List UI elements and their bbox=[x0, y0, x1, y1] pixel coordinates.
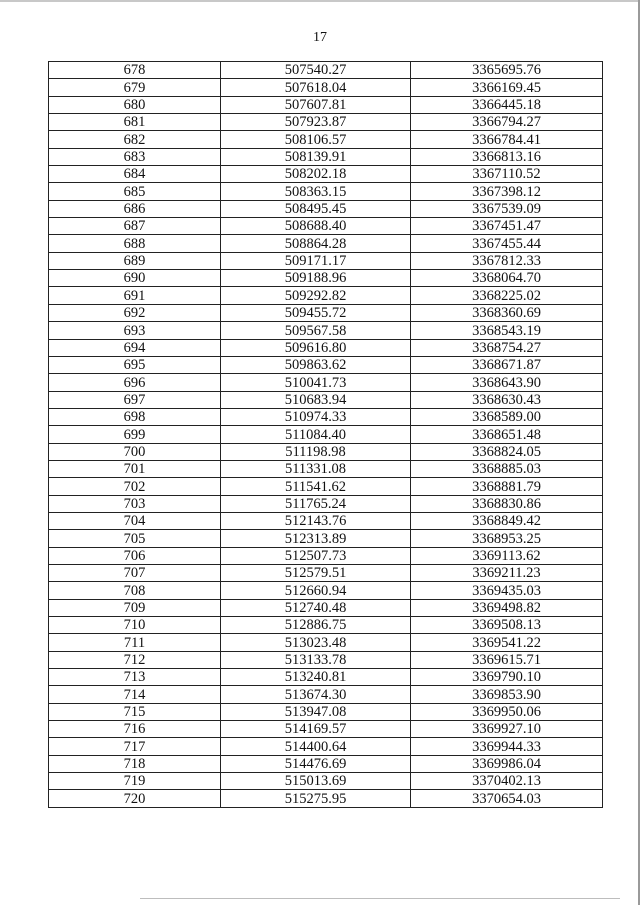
x-coordinate-cell: 512886.75 bbox=[221, 617, 411, 634]
point-number-cell: 678 bbox=[49, 62, 221, 79]
table-row bbox=[49, 252, 603, 269]
point-number-cell: 688 bbox=[49, 235, 221, 252]
x-coordinate-cell: 512313.89 bbox=[221, 530, 411, 547]
point-number-cell: 694 bbox=[49, 339, 221, 356]
x-coordinate-cell: 511541.62 bbox=[221, 478, 411, 495]
table-row bbox=[49, 339, 603, 356]
table-row bbox=[49, 183, 603, 200]
table-row bbox=[49, 287, 603, 304]
table-row bbox=[49, 564, 603, 581]
table-row bbox=[49, 686, 603, 703]
table-row bbox=[49, 790, 603, 807]
point-number-cell: 702 bbox=[49, 478, 221, 495]
table-row bbox=[49, 79, 603, 96]
table-row bbox=[49, 634, 603, 651]
x-coordinate-cell: 515013.69 bbox=[221, 773, 411, 790]
point-number-cell: 699 bbox=[49, 426, 221, 443]
table-row bbox=[49, 218, 603, 235]
point-number-cell: 693 bbox=[49, 322, 221, 339]
x-coordinate-cell: 507923.87 bbox=[221, 114, 411, 131]
point-number-cell: 711 bbox=[49, 634, 221, 651]
x-coordinate-cell: 508139.91 bbox=[221, 148, 411, 165]
point-number-cell: 718 bbox=[49, 755, 221, 772]
point-number-cell: 690 bbox=[49, 270, 221, 287]
table-row bbox=[49, 738, 603, 755]
y-coordinate-cell: 3369986.04 bbox=[411, 755, 603, 772]
x-coordinate-cell: 509171.17 bbox=[221, 252, 411, 269]
y-coordinate-cell: 3369211.23 bbox=[411, 564, 603, 581]
y-coordinate-cell: 3369508.13 bbox=[411, 617, 603, 634]
point-number-cell: 687 bbox=[49, 218, 221, 235]
y-coordinate-cell: 3369950.06 bbox=[411, 703, 603, 720]
y-coordinate-cell: 3366445.18 bbox=[411, 96, 603, 113]
table-row bbox=[49, 651, 603, 668]
x-coordinate-cell: 513133.78 bbox=[221, 651, 411, 668]
y-coordinate-cell: 3365695.76 bbox=[411, 62, 603, 79]
x-coordinate-cell: 511084.40 bbox=[221, 426, 411, 443]
y-coordinate-cell: 3366813.16 bbox=[411, 148, 603, 165]
point-number-cell: 701 bbox=[49, 460, 221, 477]
page-number: 17 bbox=[313, 30, 327, 45]
table-row bbox=[49, 530, 603, 547]
point-number-cell: 697 bbox=[49, 391, 221, 408]
table-row bbox=[49, 235, 603, 252]
y-coordinate-cell: 3367812.33 bbox=[411, 252, 603, 269]
table-row bbox=[49, 721, 603, 738]
x-coordinate-cell: 508363.15 bbox=[221, 183, 411, 200]
x-coordinate-cell: 510041.73 bbox=[221, 374, 411, 391]
point-number-cell: 714 bbox=[49, 686, 221, 703]
point-number-cell: 706 bbox=[49, 547, 221, 564]
table-row bbox=[49, 62, 603, 79]
y-coordinate-cell: 3369615.71 bbox=[411, 651, 603, 668]
point-number-cell: 713 bbox=[49, 669, 221, 686]
y-coordinate-cell: 3369435.03 bbox=[411, 582, 603, 599]
y-coordinate-cell: 3367539.09 bbox=[411, 200, 603, 217]
x-coordinate-cell: 513023.48 bbox=[221, 634, 411, 651]
y-coordinate-cell: 3367398.12 bbox=[411, 183, 603, 200]
point-number-cell: 719 bbox=[49, 773, 221, 790]
point-number-cell: 710 bbox=[49, 617, 221, 634]
y-coordinate-cell: 3368543.19 bbox=[411, 322, 603, 339]
y-coordinate-cell: 3368953.25 bbox=[411, 530, 603, 547]
point-number-cell: 680 bbox=[49, 96, 221, 113]
point-number-cell: 691 bbox=[49, 287, 221, 304]
x-coordinate-cell: 508106.57 bbox=[221, 131, 411, 148]
point-number-cell: 684 bbox=[49, 166, 221, 183]
x-coordinate-cell: 513947.08 bbox=[221, 703, 411, 720]
x-coordinate-cell: 508495.45 bbox=[221, 200, 411, 217]
y-coordinate-cell: 3367451.47 bbox=[411, 218, 603, 235]
x-coordinate-cell: 507618.04 bbox=[221, 79, 411, 96]
y-coordinate-cell: 3368630.43 bbox=[411, 391, 603, 408]
point-number-cell: 703 bbox=[49, 495, 221, 512]
point-number-cell: 704 bbox=[49, 512, 221, 529]
table-row bbox=[49, 408, 603, 425]
x-coordinate-cell: 514169.57 bbox=[221, 721, 411, 738]
y-coordinate-cell: 3368824.05 bbox=[411, 443, 603, 460]
table-row bbox=[49, 391, 603, 408]
y-coordinate-cell: 3368651.48 bbox=[411, 426, 603, 443]
x-coordinate-cell: 509292.82 bbox=[221, 287, 411, 304]
y-coordinate-cell: 3368881.79 bbox=[411, 478, 603, 495]
x-coordinate-cell: 513674.30 bbox=[221, 686, 411, 703]
y-coordinate-cell: 3369944.33 bbox=[411, 738, 603, 755]
x-coordinate-cell: 512143.76 bbox=[221, 512, 411, 529]
y-coordinate-cell: 3369853.90 bbox=[411, 686, 603, 703]
point-number-cell: 698 bbox=[49, 408, 221, 425]
point-number-cell: 689 bbox=[49, 252, 221, 269]
point-number-cell: 716 bbox=[49, 721, 221, 738]
y-coordinate-cell: 3368754.27 bbox=[411, 339, 603, 356]
table-row bbox=[49, 669, 603, 686]
x-coordinate-cell: 511765.24 bbox=[221, 495, 411, 512]
y-coordinate-cell: 3366784.41 bbox=[411, 131, 603, 148]
y-coordinate-cell: 3369790.10 bbox=[411, 669, 603, 686]
point-number-cell: 686 bbox=[49, 200, 221, 217]
point-number-cell: 682 bbox=[49, 131, 221, 148]
coordinates-table bbox=[48, 61, 603, 808]
y-coordinate-cell: 3368885.03 bbox=[411, 460, 603, 477]
y-coordinate-cell: 3369113.62 bbox=[411, 547, 603, 564]
table-row bbox=[49, 703, 603, 720]
scan-edge-bottom bbox=[140, 898, 620, 899]
x-coordinate-cell: 512579.51 bbox=[221, 564, 411, 581]
table-row bbox=[49, 460, 603, 477]
point-number-cell: 709 bbox=[49, 599, 221, 616]
coordinates-table-body bbox=[49, 62, 603, 808]
y-coordinate-cell: 3367110.52 bbox=[411, 166, 603, 183]
table-row bbox=[49, 478, 603, 495]
table-row bbox=[49, 96, 603, 113]
table-row bbox=[49, 495, 603, 512]
y-coordinate-cell: 3368589.00 bbox=[411, 408, 603, 425]
y-coordinate-cell: 3369927.10 bbox=[411, 721, 603, 738]
table-row bbox=[49, 131, 603, 148]
point-number-cell: 679 bbox=[49, 79, 221, 96]
table-row bbox=[49, 374, 603, 391]
table-row bbox=[49, 200, 603, 217]
x-coordinate-cell: 510974.33 bbox=[221, 408, 411, 425]
x-coordinate-cell: 509863.62 bbox=[221, 356, 411, 373]
point-number-cell: 692 bbox=[49, 304, 221, 321]
point-number-cell: 681 bbox=[49, 114, 221, 131]
x-coordinate-cell: 512660.94 bbox=[221, 582, 411, 599]
point-number-cell: 720 bbox=[49, 790, 221, 807]
x-coordinate-cell: 510683.94 bbox=[221, 391, 411, 408]
y-coordinate-cell: 3368225.02 bbox=[411, 287, 603, 304]
x-coordinate-cell: 509616.80 bbox=[221, 339, 411, 356]
y-coordinate-cell: 3368064.70 bbox=[411, 270, 603, 287]
x-coordinate-cell: 514400.64 bbox=[221, 738, 411, 755]
table-row bbox=[49, 582, 603, 599]
point-number-cell: 700 bbox=[49, 443, 221, 460]
table-row bbox=[49, 322, 603, 339]
y-coordinate-cell: 3368671.87 bbox=[411, 356, 603, 373]
x-coordinate-cell: 512740.48 bbox=[221, 599, 411, 616]
x-coordinate-cell: 515275.95 bbox=[221, 790, 411, 807]
x-coordinate-cell: 513240.81 bbox=[221, 669, 411, 686]
y-coordinate-cell: 3366794.27 bbox=[411, 114, 603, 131]
y-coordinate-cell: 3369541.22 bbox=[411, 634, 603, 651]
x-coordinate-cell: 509188.96 bbox=[221, 270, 411, 287]
table-row bbox=[49, 114, 603, 131]
x-coordinate-cell: 508864.28 bbox=[221, 235, 411, 252]
y-coordinate-cell: 3368830.86 bbox=[411, 495, 603, 512]
y-coordinate-cell: 3370402.13 bbox=[411, 773, 603, 790]
point-number-cell: 705 bbox=[49, 530, 221, 547]
table-row bbox=[49, 547, 603, 564]
table-row bbox=[49, 755, 603, 772]
table-row bbox=[49, 270, 603, 287]
table-row bbox=[49, 304, 603, 321]
scan-edge-top bbox=[0, 0, 640, 2]
point-number-cell: 715 bbox=[49, 703, 221, 720]
table-row bbox=[49, 599, 603, 616]
y-coordinate-cell: 3370654.03 bbox=[411, 790, 603, 807]
x-coordinate-cell: 508202.18 bbox=[221, 166, 411, 183]
x-coordinate-cell: 509567.58 bbox=[221, 322, 411, 339]
point-number-cell: 683 bbox=[49, 148, 221, 165]
table-row bbox=[49, 148, 603, 165]
x-coordinate-cell: 511331.08 bbox=[221, 460, 411, 477]
point-number-cell: 695 bbox=[49, 356, 221, 373]
table-row bbox=[49, 617, 603, 634]
x-coordinate-cell: 511198.98 bbox=[221, 443, 411, 460]
table-row bbox=[49, 426, 603, 443]
point-number-cell: 708 bbox=[49, 582, 221, 599]
x-coordinate-cell: 509455.72 bbox=[221, 304, 411, 321]
x-coordinate-cell: 514476.69 bbox=[221, 755, 411, 772]
table-row bbox=[49, 773, 603, 790]
point-number-cell: 712 bbox=[49, 651, 221, 668]
table-row bbox=[49, 443, 603, 460]
point-number-cell: 685 bbox=[49, 183, 221, 200]
y-coordinate-cell: 3368643.90 bbox=[411, 374, 603, 391]
point-number-cell: 717 bbox=[49, 738, 221, 755]
x-coordinate-cell: 512507.73 bbox=[221, 547, 411, 564]
table-row bbox=[49, 356, 603, 373]
table-row bbox=[49, 512, 603, 529]
point-number-cell: 707 bbox=[49, 564, 221, 581]
y-coordinate-cell: 3366169.45 bbox=[411, 79, 603, 96]
point-number-cell: 696 bbox=[49, 374, 221, 391]
x-coordinate-cell: 507607.81 bbox=[221, 96, 411, 113]
x-coordinate-cell: 508688.40 bbox=[221, 218, 411, 235]
y-coordinate-cell: 3368849.42 bbox=[411, 512, 603, 529]
y-coordinate-cell: 3369498.82 bbox=[411, 599, 603, 616]
table-row bbox=[49, 166, 603, 183]
x-coordinate-cell: 507540.27 bbox=[221, 62, 411, 79]
y-coordinate-cell: 3368360.69 bbox=[411, 304, 603, 321]
y-coordinate-cell: 3367455.44 bbox=[411, 235, 603, 252]
